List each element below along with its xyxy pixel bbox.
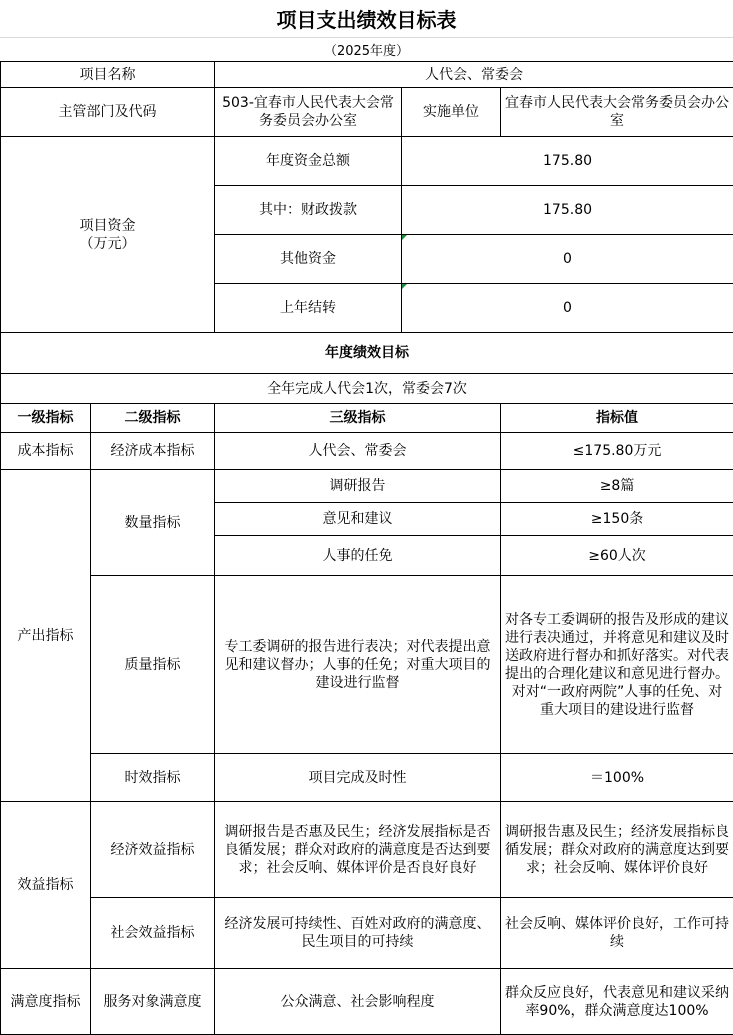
cell-marker-icon [402,284,407,289]
social-benefit-row [1,898,733,969]
cost-value: ≤175.80万元 [501,433,733,470]
quantity-level3: 调研报告 [215,470,501,503]
project-funds-label: 项目资金 （万元） [1,137,215,333]
economic-level3: 调研报告是否惠及民生；经济发展指标是否良循发展；群众对政府的满意度是否达到要求；社会反响、媒体评价是否良好良好 [215,802,501,898]
fund-item-label: 其他资金 [215,235,402,284]
fund-item-value: 175.80 [402,186,733,235]
quality-value: 对各专工委调研的报告及形成的建议进行表决通过，并将意见和建议及时送政府进行督办和抓好落实。对代表提出的合理化建议和意见进行督办。对对“一政府两院”人事的任免、对重大项目的建设进行监督 [501,576,733,754]
economic-level2: 经济效益指标 [91,802,215,898]
project-name-value: 人代会、常委会 [215,62,733,88]
economic-benefit-row [1,802,733,898]
header-level1: 一级指标 [1,404,91,433]
quantity-level2: 数量指标 [91,470,215,576]
cost-level1: 成本指标 [1,433,91,470]
fund-item-label: 年度资金总额 [215,137,402,186]
quantity-row [1,470,733,503]
benefit-level1: 效益指标 [1,802,91,969]
quantity-level3: 意见和建议 [215,503,501,536]
cell-marker-icon [402,235,407,240]
quantity-value: ≥60人次 [501,536,733,576]
social-level3: 经济发展可持续性、百姓对政府的满意度、民生项目的可持续 [215,898,501,969]
performance-table [0,61,733,1035]
cost-indicator-row [1,433,733,470]
annual-goal-header-row [1,333,733,374]
cost-level2: 经济成本指标 [91,433,215,470]
implementing-unit-value: 宜春市人民代表大会常务委员会办公室 [501,88,733,137]
satisfaction-value: 群众反应良好，代表意见和建议采纳率90%，群众满意度达100% [501,969,733,1035]
quality-level3: 专工委调研的报告进行表决；对代表提出意见和建议督办；人事的任免；对重大项目的建设进行监督 [215,576,501,754]
header-level2: 二级指标 [91,404,215,433]
quantity-level3: 人事的任免 [215,536,501,576]
indicator-header-row [1,404,733,433]
cost-level3: 人代会、常委会 [215,433,501,470]
satisfaction-level3: 公众满意、社会影响程度 [215,969,501,1035]
header-level3: 三级指标 [215,404,501,433]
economic-value: 调研报告惠及民生；经济发展指标良循发展；群众对政府的满意度达到要求；社会反响、媒体评价良好 [501,802,733,898]
fund-item-value: 0 [402,235,733,284]
fiscal-year: （2025年度） [323,43,410,59]
timeliness-level3: 项目完成及时性 [215,754,501,802]
header-value: 指标值 [501,404,733,433]
quality-row [1,576,733,754]
implementing-unit-label: 实施单位 [402,88,501,137]
timeliness-row [1,754,733,802]
fund-item-value: 175.80 [402,137,733,186]
department-value: 503-宜春市人民代表大会常务委员会办公室 [215,88,402,137]
quantity-value: ≥8篇 [501,470,733,503]
fund-item-label: 上年结转 [215,284,402,333]
department-label: 主管部门及代码 [1,88,215,137]
quantity-value: ≥150条 [501,503,733,536]
social-level2: 社会效益指标 [91,898,215,969]
annual-goal-row [1,374,733,404]
project-name-row [1,62,733,88]
page-title: 项目支出绩效目标表 [0,0,733,38]
output-level1: 产出指标 [1,470,91,802]
project-name-label: 项目名称 [1,62,215,88]
annual-goal-text: 全年完成人代会1次，常委会7次 [1,374,733,404]
fund-item-label: 其中：财政拨款 [215,186,402,235]
satisfaction-level2: 服务对象满意度 [91,969,215,1035]
annual-goal-header: 年度绩效目标 [1,333,733,374]
satisfaction-level1: 满意度指标 [1,969,91,1035]
department-row [1,88,733,137]
timeliness-level2: 时效指标 [91,754,215,802]
fund-item-value: 0 [402,284,733,333]
timeliness-value: ＝100% [501,754,733,802]
satisfaction-row [1,969,733,1035]
quality-level2: 质量指标 [91,576,215,754]
social-value: 社会反响、媒体评价良好，工作可持续 [501,898,733,969]
fund-row [1,137,733,186]
